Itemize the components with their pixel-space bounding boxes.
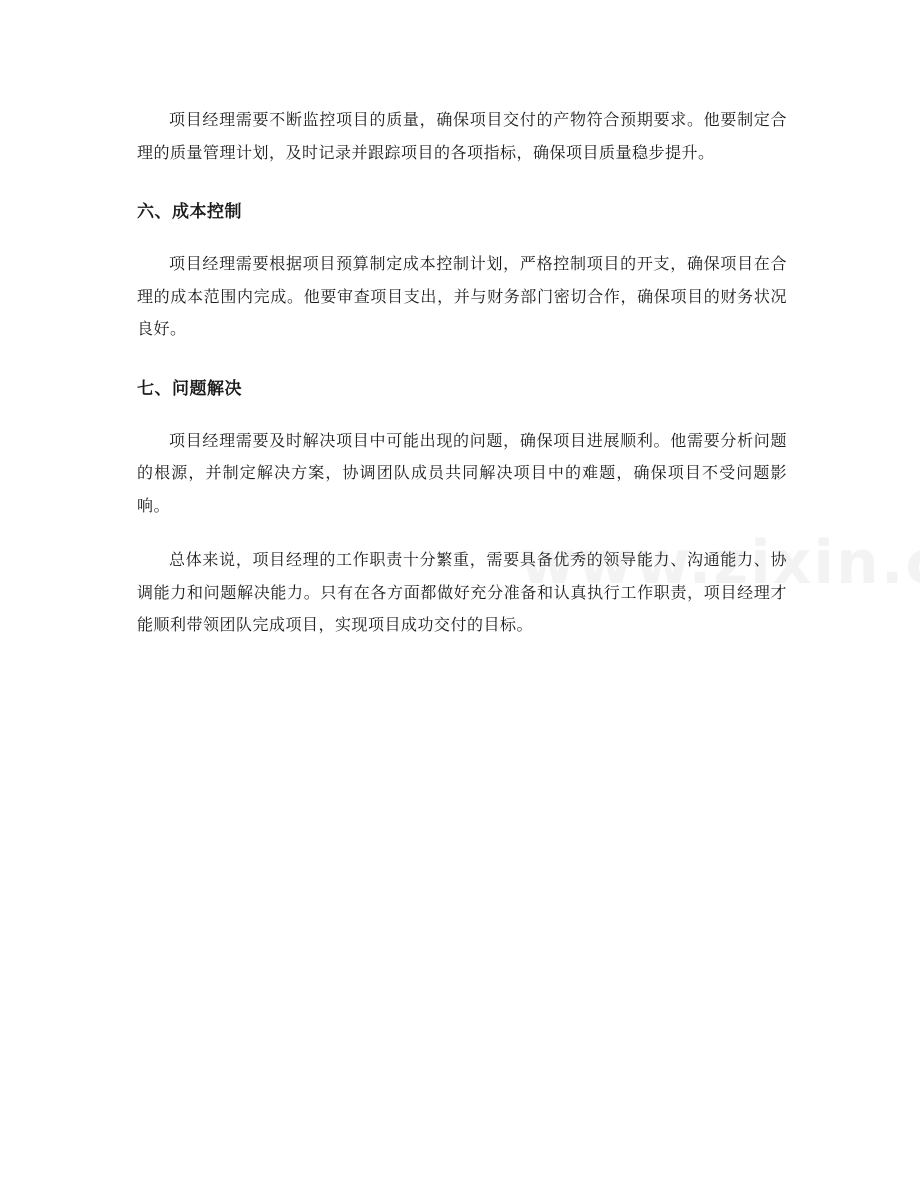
conclusion-paragraph: 总体来说，项目经理的工作职责十分繁重，需要具备优秀的领导能力、沟通能力、协调能力和问题解决能力。只有在各方面都做好充分准备和认真执行工作职责，项目经理才能顺利带领团队完成项目，实现项目成功交付的目标。 <box>137 550 787 634</box>
section-heading-problem-solving: 七、问题解决 <box>137 378 242 399</box>
document-body <box>137 104 787 642</box>
intro-paragraph: 项目经理需要不断监控项目的质量，确保项目交付的产物符合预期要求。他要制定合理的质量管理计划，及时记录并跟踪项目的各项指标，确保项目质量稳步提升。 <box>137 110 787 162</box>
section-paragraph-problem-solving: 项目经理需要及时解决项目中可能出现的问题，确保项目进展顺利。他需要分析问题的根源，并制定解决方案，协调团队成员共同解决项目中的难题，确保项目不受问题影响。 <box>137 430 787 515</box>
section-heading-cost-control: 六、成本控制 <box>137 202 242 222</box>
section-paragraph-cost-control: 项目经理需要根据项目预算制定成本控制计划，严格控制项目的开支，确保项目在合理的成本范围内完成。他要审查项目支出，并与财务部门密切合作，确保项目的财务状况良好。 <box>137 254 787 338</box>
